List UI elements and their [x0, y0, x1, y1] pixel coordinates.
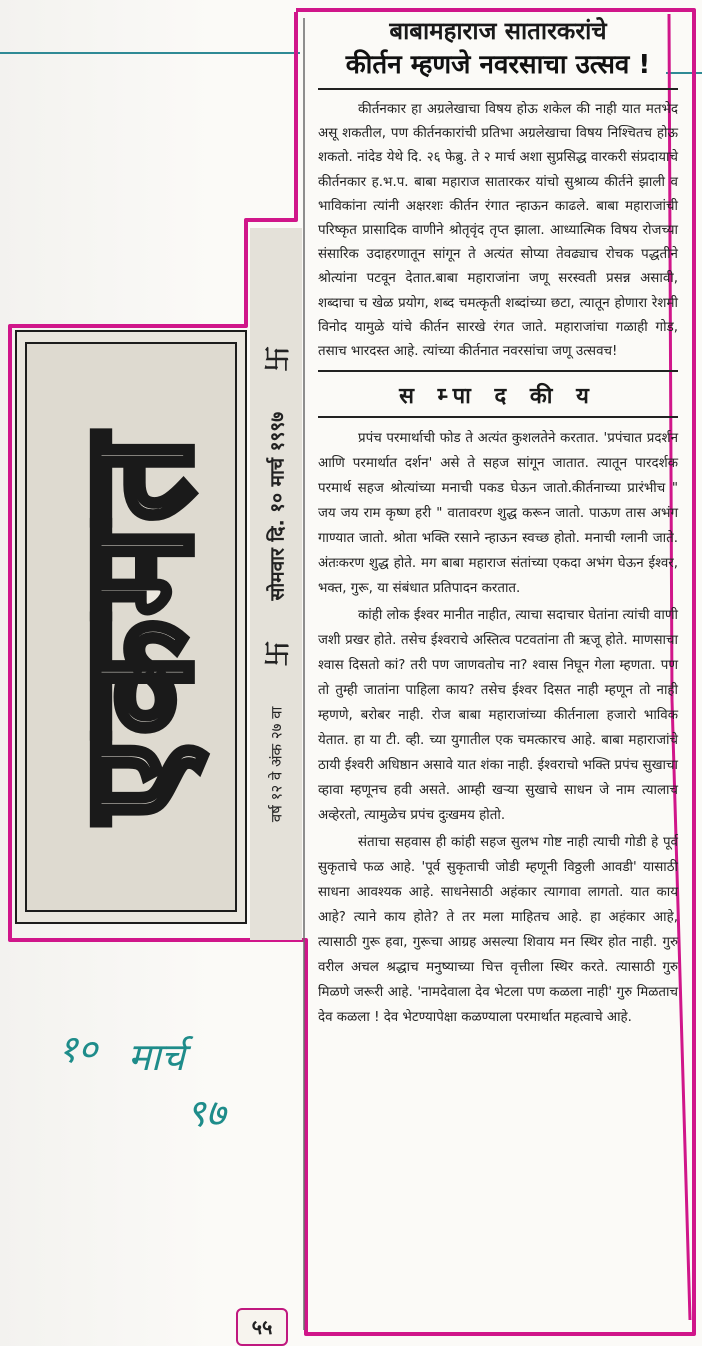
- newspaper-name: एकमत: [51, 432, 225, 822]
- divider: [318, 370, 678, 372]
- body-paragraph: संताचा सहवास ही कांही सहज सुलभ गोष्ट नाही त्याची गोडी हे पूर्व सुकृताचे फळ आहे. 'पूर्व सुकृताची जोडी म्हणूनी विठ्ठली आवडी' यासाठी साधना आवश्यक आहे. साधनेसाठी अहंकार त्यागावा लागतो. यात काय आहे? त्याने काय होते? ते तर मला माहितच आहे. हा अहंकार आहे, त्यासाठी गुरू हवा, गुरूचा आग्रह असल्या शिवाय मन स्थिर होत नाही. गुरु वरील अचल श्रद्धाच मनुष्याच्या चित्त वृत्तीला स्थिर करते. त्यासाठी गुरु मिळणे जरूरी आहे. 'नामदेवाला देव भेटला पण कळला नाही' गुरु मिळताच देव कळला ! देव भेटण्यापेक्षा कळण्याला परमार्थात महत्वाचे आहे.: [318, 835, 678, 1026]
- headline-line-2: कीर्तन म्हणजे नवरसाचा उत्सव !: [345, 50, 651, 80]
- headline-line-1: बाबामहाराज सातारकरांचे: [389, 17, 607, 45]
- handwritten-month: मार्च: [128, 1035, 185, 1079]
- divider: [318, 88, 678, 90]
- handwritten-day: १०: [58, 1027, 98, 1071]
- page-number: ५५: [236, 1308, 288, 1346]
- swastika-icon: 卐: [263, 345, 294, 372]
- date-line: सोमवार दि. १० मार्च १९९७: [266, 411, 288, 601]
- swastika-icon: 卐: [263, 640, 294, 667]
- body-paragraph: कांही लोक ईश्वर मानीत नाहीत, त्याचा सदाचार घेतांना त्यांची वाणी जशी प्रखर होते. तसेच ईश्वराचे अस्तित्व पटवतांना ती ऋजू होते. माणसाचा श्वास दिसतो कां? तरी पण जाणवतोच ना? श्वास निघून गेला म्हणता. पण तो तुम्ही जातांना पाहिला काय? तसेच ईश्वर दिसत नाही म्हणून तो नाही म्हणणे, बरोबर नाही. रोज बाबा महाराजांच्या कीर्तनाला हजारो भाविक येतात. हा या टी. व्ही. च्या युगातील एक चमत्कारच आहे. बाबा महाराजांचे ठायी ईश्वरी अधिष्ठान असावे यात शंका नाही. ईश्वराचो भक्ति प्रपंच सुखाचा व्हावा म्हणूनच हवी असते. आम्ही खऱ्या सुखाचे साधन जे नाम त्यालाच अव्हेरतो, त्यामुळेच प्रपंच दुःखमय होतो.: [318, 608, 678, 824]
- issue-line: वर्ष १२ वे अंक २७ वा: [267, 706, 285, 823]
- dateline-strip: [250, 228, 302, 940]
- divider: [318, 416, 678, 418]
- section-title: स म्पा द की य: [399, 384, 597, 410]
- handwritten-year: ९७: [186, 1091, 226, 1135]
- lead-paragraph: कीर्तनकार हा अग्रलेखाचा विषय होऊ शकेल की नाही यात मतभेद असू शकतील, पण कीर्तनकारांची प्रतिभा अग्रलेखाचा विषय निश्चितच होऊ शकतो. नांदेड येथे दि. २६ फेब्रु. ते २ मार्च अशा सुप्रसिद्ध वारकरी संप्रदायाचे कीर्तनकार ह.भ.प. बाबा महाराज सातारकर यांचो सुश्राव्य कीर्तने झाली व भाविकांना त्यांनी अक्षरशः कीर्तन रंगात न्हाऊन काढले. बाबा महाराजांची परिष्कृत प्रासादिक वाणीने श्रोतृवृंद तृप्त झाला. आध्यात्मिक विषय रोजच्या संसारिक उदाहरणातून सांगून ते अत्यंत सोप्या तेवढ्याच रोचक पद्धतीने श्रोत्यांना पटवून देतात.बाबा महाराजांना जणू सरस्वती प्रसन्न असावी, शब्दाचा च खेळ प्रयोग, शब्द चमत्कृती शब्दांच्या छटा, त्यातून होणारा रेशमी विनोद यामुळे यांचे कीर्तन सारखे रंगत जाते. महाराजांचा गळाही गोड, तसाच भारदस्त आहे. त्यांच्या कीर्तनात नवरसांचा जणू उत्सवच!: [318, 102, 678, 360]
- masthead-frame: [25, 342, 237, 912]
- article-column: [318, 16, 678, 1032]
- dateline-content: [258, 346, 295, 822]
- masthead-block: [15, 330, 247, 924]
- body-paragraph: प्रपंच परमार्थाची फोड ते अत्यंत कुशलतेने करतात. 'प्रपंचात प्रदर्शन आणि परमार्थात दर्शन' असे ते सहज सांगून जातात. त्यातून पारदर्शक परमार्थ सहज श्रोत्यांच्या मनाची पकड घेऊन जातो.कीर्तनाच्या प्रारंभीच " जय जय राम कृष्ण हरी " वातावरण शुद्ध करून जातो. पाऊण तास अभंग गाण्यात जातो. श्रोता भक्ति रसाने न्हाऊन स्वच्छ होतो. मनाची ग्लानी जाते. अंतःकरण शुद्ध होते. मग बाबा महाराज संतांच्या एकदा अभंग घेऊन ईश्वर, भक्त, गुरू, या संबंधात प्रतिपादन करतात.: [318, 431, 678, 597]
